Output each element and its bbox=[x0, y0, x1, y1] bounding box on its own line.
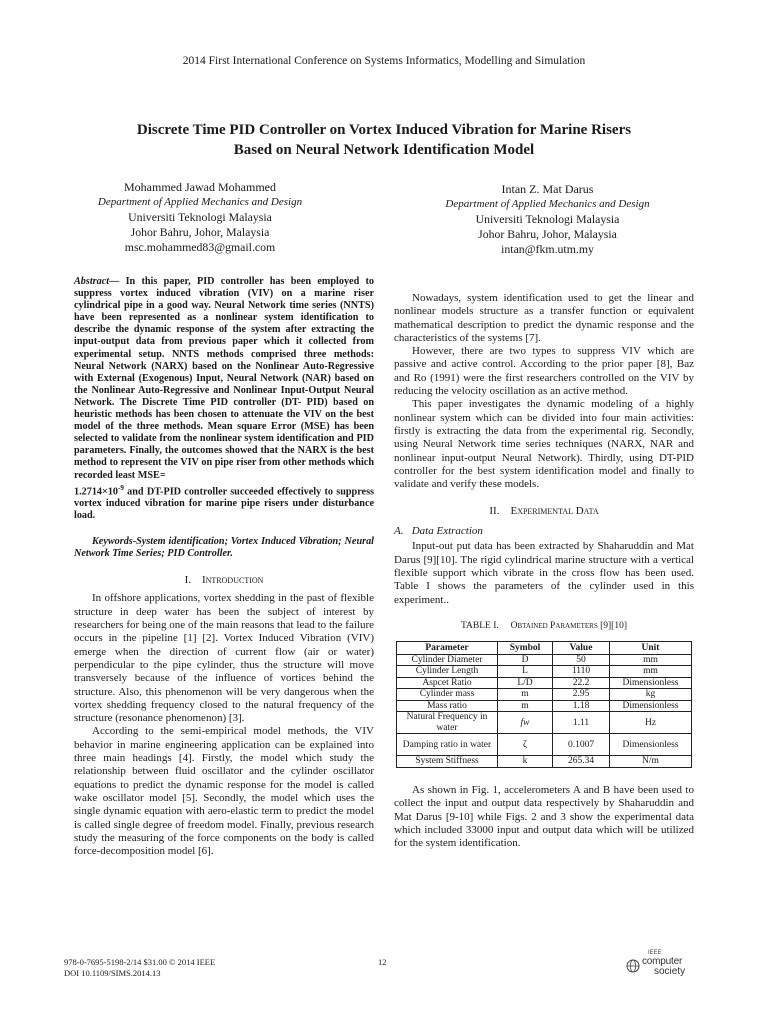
footer-isbn: 978-0-7695-5198-2/14 $31.00 © 2014 IEEE bbox=[64, 957, 216, 967]
table-cell: Cylinder Diameter bbox=[397, 654, 498, 666]
abstract bbox=[74, 276, 374, 522]
author-dept: Department of Applied Mechanics and Design bbox=[445, 198, 650, 210]
table-row bbox=[397, 700, 692, 712]
table-cell: 1.11 bbox=[553, 712, 610, 734]
table-row bbox=[397, 712, 692, 734]
author-email[interactable]: intan@fkm.utm.my bbox=[501, 242, 594, 256]
logo-ieee-text: IEEE bbox=[648, 950, 662, 956]
table-cell: m bbox=[498, 700, 553, 712]
table-cell: System Stiffness bbox=[397, 756, 498, 768]
table-cell: Aspcet Ratio bbox=[397, 677, 498, 689]
subsection-title: Data Extraction bbox=[411, 525, 483, 538]
table-cell: m bbox=[498, 689, 553, 701]
table-cell: 2.95 bbox=[553, 689, 610, 701]
section-number: II. bbox=[489, 505, 500, 518]
table-cell: Natural Frequency in water bbox=[397, 712, 498, 734]
right-intro-body bbox=[394, 292, 694, 491]
abstract-mse-base: 1.2714×10 bbox=[74, 485, 119, 497]
table-cell: Dimensionless bbox=[610, 700, 692, 712]
paragraph: In offshore applications, vortex shedding in the past of flexible structure in deep water has been the subject of interest by researchers for being one of the main reasons that lead to the failure occurs in the pipeline [1] [2]. Vortex Induced Vibration (VIV) emerge when the direction of current flow (air or water) perpendicular to the pipe cylinder, thus the structure will move transversely because of the influence of vortices behind the structure. Also, this phenomenon will be very dangerous when the vortex shedding frequency closed to the natural frequency of the structure (resonance phenomenon) [3]. bbox=[74, 592, 374, 725]
subsection-heading-a bbox=[394, 525, 694, 537]
logo-computer-text: computer bbox=[642, 956, 683, 967]
parameters-table bbox=[396, 641, 692, 768]
table-cell: Damping ratio in water bbox=[397, 734, 498, 756]
table-row bbox=[397, 666, 692, 678]
section-heading-2 bbox=[394, 505, 694, 517]
paper-title bbox=[60, 120, 708, 160]
keywords: Keywords-System identification; Vortex Induced Vibration; Neural Network Time Series; PID Controller. bbox=[74, 536, 374, 560]
table-cell: kg bbox=[610, 689, 692, 701]
abstract-text: In this paper, PID controller has been employed to suppress vortex induced vibration (VIV) on a marine riser cylindrical pipe in a good way. Neural Network time series (NNTS) have been represented as a nonlinear system identification to describe the dynamic response of the system after extracting the input-output data from previous paper which it collected from experimental setup. NNTS methods comprised three methods: Neural Network (NARX) based on the Nonlinear Auto-Regressive with External (Exogenous) Input, Neural Network (NAR) based on the Nonlinear Auto-Regressive and Nonlinear Input-Output Neural Network. The Discrete Time PID controller (DT- PID) based on heuristic methods has been chosen to attenuate the VIV on the best model of the three methods. Mean square Error (MSE) has been selected to validate from the nonlinear system identification and PID parameters. Finally, the outcomes showed that the NARX is the best method to represent the VIV on pipe riser from other methods which recorded least MSE= bbox=[74, 276, 374, 481]
section-number: I. bbox=[184, 574, 191, 587]
table-cell: fw bbox=[498, 712, 553, 734]
table-cell: Hz bbox=[610, 712, 692, 734]
table-cell: 265.34 bbox=[553, 756, 610, 768]
table-cell: k bbox=[498, 756, 553, 768]
paragraph: However, there are two types to suppress VIV which are passive and active control. According to the prior paper [8], Baz and Ro (1991) were the first researchers controlled on the VIV by reducing the velocity oscillation as an active method. bbox=[394, 345, 694, 398]
author-univ: Universiti Teknologi Malaysia bbox=[128, 210, 272, 224]
table-cell: D bbox=[498, 654, 553, 666]
table-cell: Cylinder Length bbox=[397, 666, 498, 678]
right-column bbox=[394, 292, 694, 850]
title-line-2: Based on Neural Network Identification Model bbox=[233, 142, 535, 158]
table-title: Obtained Parameters [9][10] bbox=[510, 620, 627, 631]
table-cell: Dimensionless bbox=[610, 677, 692, 689]
table-row bbox=[397, 654, 692, 666]
table-cell: L/D bbox=[498, 677, 553, 689]
table-row bbox=[397, 677, 692, 689]
footer-doi: DOI 10.1109/SIMS.2014.13 bbox=[64, 968, 161, 978]
table-row bbox=[397, 756, 692, 768]
table-cell: L bbox=[498, 666, 553, 678]
subsection-number: A. bbox=[394, 525, 404, 538]
author-name: Mohammed Jawad Mohammed bbox=[124, 180, 276, 194]
table-header-row bbox=[397, 641, 692, 654]
table-header-cell: Parameter bbox=[397, 641, 498, 654]
table-cell: 22.2 bbox=[553, 677, 610, 689]
table-label: TABLE I. bbox=[461, 620, 499, 631]
page-number: 12 bbox=[378, 957, 387, 967]
author-city: Johor Bahru, Johor, Malaysia bbox=[478, 227, 617, 241]
author-dept: Department of Applied Mechanics and Design bbox=[97, 196, 303, 208]
table-row bbox=[397, 734, 692, 756]
author-block-1 bbox=[60, 180, 340, 255]
paragraph: According to the semi-empirical model methods, the VIV behavior in marine engineering application can be explained into three main headings [4]. Firstly, the model which study the relationship between fluid oscillator and the cylinder oscillator equations to predict the dynamic response for the model is called wake oscillator model [5]. Secondly, the model which uses the single dynamic equation with aero-elastic term to predict the model is called single degree of freedom model. Finally, previous research study the measuring of the force components on the body is called force-decomposition model [6]. bbox=[74, 725, 374, 858]
table-header-cell: Symbol bbox=[498, 641, 553, 654]
left-column bbox=[74, 276, 374, 858]
table-cell: Cylinder mass bbox=[397, 689, 498, 701]
abstract-tail: and DT-PID controller succeeded effectively to suppress vortex induced vibration for marine pipe risers under disturbance load. bbox=[74, 485, 374, 522]
author-email[interactable]: msc.mohammed83@gmail.com bbox=[124, 240, 276, 254]
table-cell: 1.18 bbox=[553, 700, 610, 712]
author-univ: Universiti Teknologi Malaysia bbox=[475, 212, 620, 226]
table-header-cell: Unit bbox=[610, 641, 692, 654]
abstract-label: Abstract— bbox=[74, 276, 120, 287]
section-heading-1 bbox=[74, 574, 374, 586]
conference-header: 2014 First International Conference on Systems Informatics, Modelling and Simulation bbox=[182, 55, 586, 67]
author-block-2 bbox=[400, 182, 695, 257]
after-table-body bbox=[394, 784, 694, 850]
title-line-1: Discrete Time PID Controller on Vortex Induced Vibration for Marine Risers bbox=[136, 122, 632, 138]
table-row bbox=[397, 689, 692, 701]
paragraph: This paper investigates the dynamic modeling of a highly nonlinear system which can be divided into four main activities: firstly is extracting the data from the experimental rig. Secondly, using Neural Network time series techniques (NARX, NAR and nonlinear input-output Neural Network). Thirdly, using DT-PID controller for the best system identification model and finally to validate and verify these models. bbox=[394, 398, 694, 491]
paragraph: As shown in Fig. 1, accelerometers A and B have been used to collect the input and output data respectively by Shaharuddin and Mat Darus [9-10] while Figs. 2 and 3 show the experimental data which included 33000 input and output data which will be utilized for the system identification. bbox=[394, 783, 694, 850]
table-cell: N/m bbox=[610, 756, 692, 768]
table-cell: 1110 bbox=[553, 666, 610, 678]
author-city: Johor Bahru, Johor, Malaysia bbox=[130, 225, 270, 239]
table-cell: 50 bbox=[553, 654, 610, 666]
table-cell: mm bbox=[610, 666, 692, 678]
table-cell: mm bbox=[610, 654, 692, 666]
intro-body bbox=[74, 592, 374, 858]
section-title: Experimental Data bbox=[510, 505, 599, 518]
abstract-mse-exp: -9 bbox=[118, 483, 124, 492]
author-name: Intan Z. Mat Darus bbox=[501, 182, 594, 196]
table-header-cell: Value bbox=[553, 641, 610, 654]
logo-society-text: society bbox=[654, 966, 686, 977]
footer-left bbox=[64, 957, 215, 979]
data-extraction-body bbox=[394, 540, 694, 606]
table-cell: 0.1007 bbox=[553, 734, 610, 756]
globe-icon bbox=[626, 959, 640, 973]
table-cell: ζ bbox=[498, 734, 553, 756]
section-title: Introduction bbox=[201, 574, 264, 587]
table-cell: Dimensionless bbox=[610, 734, 692, 756]
table-cell: Mass ratio bbox=[397, 700, 498, 712]
paragraph: Input-out put data has been extracted by Shaharuddin and Mat Darus [9][10]. The rigid cylindrical marine structure with a vertical flexible support which vibrate in the cross flow has been used. Table I shows the parameters of the cylinder used in this experiment.. bbox=[394, 540, 694, 606]
table-caption bbox=[394, 621, 694, 631]
ieee-computer-society-logo bbox=[626, 950, 706, 980]
paragraph: Nowadays, system identification used to get the linear and nonlinear models structure as a transfer function or equivalent mathematical description to predict the dynamic response and the characteristics of the systems [7]. bbox=[394, 292, 694, 344]
